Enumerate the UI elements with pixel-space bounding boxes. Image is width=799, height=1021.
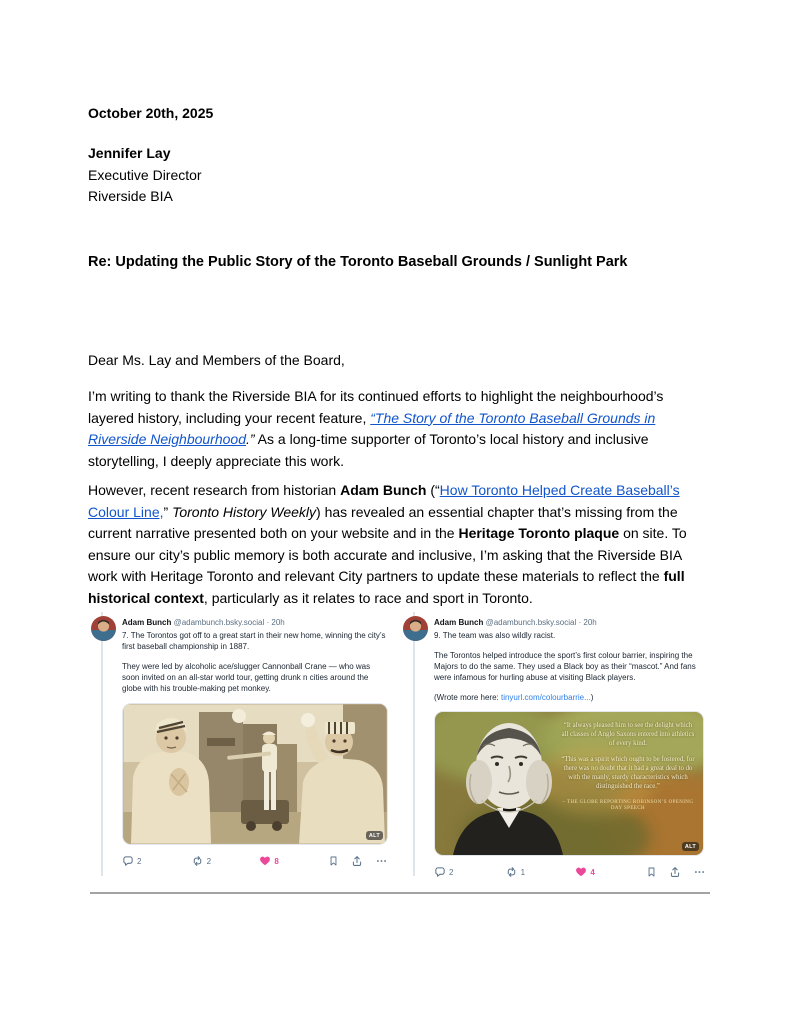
- baseball-collage-art: [123, 704, 387, 844]
- like-icon: [259, 855, 271, 867]
- post-header: [434, 612, 706, 628]
- alt-badge[interactable]: ALT: [366, 831, 383, 840]
- bookmark-icon[interactable]: [328, 855, 339, 867]
- salutation: Dear Ms. Lay and Members of the Board,: [88, 352, 345, 368]
- embedded-posts-row: [90, 612, 706, 878]
- post-note: [434, 692, 706, 703]
- horizontal-divider: [90, 892, 710, 894]
- post-text: 7. The Torontos got off to a great start in their new home, winning the city’s first baseball championship in 1887.: [122, 631, 386, 651]
- reply-count: 2: [137, 856, 142, 866]
- avatar[interactable]: [91, 616, 116, 641]
- post-text: The Torontos helped introduce the sport’s first colour barrier, inspiring the Majors to do the same. They used a Black boy as their “mascot.” And fans were infamous for hurling abuse at visiting Black players.: [434, 651, 696, 682]
- thread-line: [413, 612, 415, 876]
- more-icon[interactable]: [693, 866, 706, 878]
- repost-button[interactable]: [191, 855, 217, 867]
- like-button[interactable]: [259, 855, 285, 867]
- post-text: They were led by alcoholic ace/slugger Cannonball Crane — who was soon invited on an all-star world tour, getting drunk n cities around the globe with his trouble-making pet monkey.: [122, 662, 371, 693]
- recipient-title: Executive Director: [88, 166, 202, 183]
- repost-button[interactable]: [505, 866, 531, 878]
- more-icon[interactable]: [375, 855, 388, 867]
- post-footer: [122, 855, 388, 867]
- text-segment: Heritage Toronto plaque: [458, 525, 620, 541]
- post-image-robinson-quote[interactable]: [434, 711, 704, 856]
- text-segment: on site. To ensure our city’s public memory is both accurate and inclusive, I’m asking that the Riverside BIA work with Heritage Toronto and relevant City partners to update these materials to reflect the: [88, 525, 687, 584]
- post-text: 9. The team was also wildly racist.: [434, 631, 556, 640]
- text-segment: full historical context: [88, 568, 685, 606]
- like-count: 8: [274, 856, 279, 866]
- recipient-org: Riverside BIA: [88, 188, 173, 204]
- repost-icon: [191, 855, 204, 867]
- like-icon: [575, 866, 587, 878]
- reply-button[interactable]: [434, 866, 460, 878]
- hyperlink[interactable]: How Toronto Helped Create Baseball’s Colour Line,: [88, 482, 680, 520]
- note-suffix: ): [590, 693, 594, 702]
- post-body: [434, 630, 706, 683]
- text-segment: ) has revealed an essential chapter that’s missing from the current narrative presented both on your website and in the: [88, 503, 678, 541]
- thread-line: [101, 612, 103, 876]
- text-segment: I’m writing to thank the Riverside BIA for its continued efforts to highlight the neighbourhood’s layered history, including your recent feature,: [88, 388, 664, 426]
- quote-paragraph-1: “It always pleased him to see the delight which all classes of Anglo Saxons entered into athletics of every kind.: [561, 722, 695, 747]
- quote-paragraph-2: “This was a spirit which ought to be fostered, for there was no doubt that it had a great deal to do with the manly, sturdy characteristics which distinguished the race.”: [561, 756, 695, 790]
- post-footer: [434, 866, 706, 878]
- like-count: 4: [590, 867, 595, 877]
- text-segment: However, recent research from historian: [88, 482, 341, 498]
- note-prefix: (Wrote more here:: [434, 693, 501, 702]
- share-icon[interactable]: [351, 855, 363, 867]
- letter-paragraph-2: [88, 480, 710, 609]
- reply-count: 2: [449, 867, 454, 877]
- post-actions: [328, 855, 388, 867]
- bookmark-icon[interactable]: [646, 866, 657, 878]
- note-link[interactable]: tinyurl.com/colourbarrie...: [500, 693, 591, 702]
- letter-date: October 20th, 2025: [88, 105, 214, 121]
- reply-icon: [122, 855, 134, 867]
- post-author[interactable]: Adam Bunch: [434, 618, 484, 627]
- text-segment: As a long-time supporter of Toronto’s local history and inclusive storytelling, I deeply appreciate this work.: [88, 431, 649, 469]
- letter-subject: Re: Updating the Public Story of the Toronto Baseball Grounds / Sunlight Park: [88, 254, 628, 270]
- letter-paragraph-1: [88, 386, 710, 472]
- quote-text-block: [561, 722, 695, 813]
- bluesky-post-9: [402, 612, 706, 878]
- avatar-image: [91, 616, 116, 641]
- repost-count: 1: [520, 867, 526, 877]
- post-header: [122, 612, 388, 628]
- post-handle-time[interactable]: @adambunch.bsky.social · 20h: [173, 618, 285, 627]
- post-actions: [646, 866, 706, 878]
- text-segment: .”: [246, 431, 255, 447]
- bluesky-post-7: [90, 612, 388, 878]
- recipient-name: Jennifer Lay: [88, 145, 171, 161]
- quote-attribution: – THE GLOBE REPORTING ROBINSON’S OPENING DAY SPEECH: [562, 799, 694, 812]
- post-author[interactable]: Adam Bunch: [122, 618, 172, 627]
- repost-icon: [505, 866, 518, 878]
- post-body: [122, 630, 388, 694]
- avatar-image: [403, 616, 428, 641]
- recipient-block: [88, 143, 710, 208]
- hyperlink[interactable]: “The Story of the Toronto Baseball Grounds in Riverside Neighbourhood: [88, 409, 656, 447]
- text-segment: ”: [163, 503, 173, 520]
- post-handle-time[interactable]: @adambunch.bsky.social · 20h: [485, 618, 597, 627]
- reply-button[interactable]: [122, 855, 148, 867]
- avatar[interactable]: [403, 616, 428, 641]
- alt-badge[interactable]: ALT: [682, 842, 699, 851]
- share-icon[interactable]: [669, 866, 681, 878]
- text-segment: , particularly as it relates to race and sport in Toronto.: [203, 589, 533, 606]
- reply-icon: [434, 866, 446, 878]
- text-segment: Adam Bunch: [340, 482, 427, 498]
- text-segment: (“: [426, 482, 440, 498]
- like-button[interactable]: [575, 866, 601, 878]
- post-image-baseball-collage[interactable]: [122, 703, 388, 845]
- text-segment: Toronto History Weekly: [172, 503, 317, 520]
- repost-count: 2: [206, 856, 212, 866]
